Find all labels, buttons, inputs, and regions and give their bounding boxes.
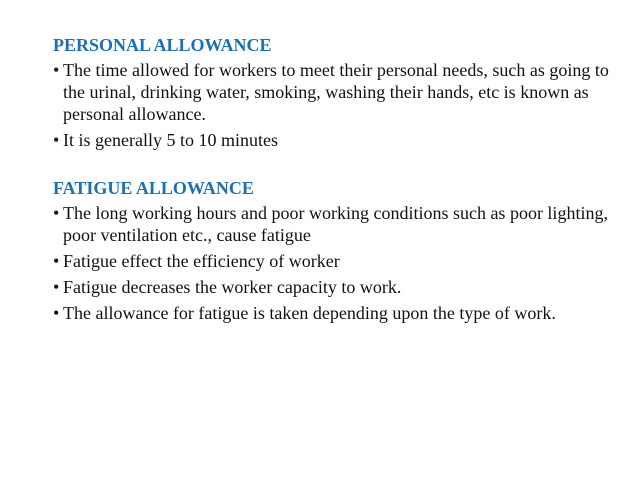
bullet-icon: • bbox=[53, 203, 60, 223]
bullet-icon: • bbox=[53, 130, 60, 150]
bullet-list bbox=[53, 202, 613, 324]
slide-content bbox=[53, 34, 613, 328]
bullet-list bbox=[53, 59, 613, 151]
bullet-item bbox=[53, 59, 613, 125]
bullet-text: The long working hours and poor working conditions such as poor lighting, poor ventilation etc., cause fatigue bbox=[63, 203, 608, 245]
bullet-item bbox=[53, 129, 613, 151]
bullet-icon: • bbox=[53, 251, 60, 271]
bullet-item bbox=[53, 276, 613, 298]
bullet-text: The allowance for fatigue is taken depending upon the type of work. bbox=[63, 303, 556, 323]
bullet-item bbox=[53, 250, 613, 272]
bullet-icon: • bbox=[53, 277, 60, 297]
bullet-text: It is generally 5 to 10 minutes bbox=[63, 130, 278, 150]
section-heading: PERSONAL ALLOWANCE bbox=[53, 35, 272, 55]
section-heading: FATIGUE ALLOWANCE bbox=[53, 178, 254, 198]
bullet-text: Fatigue decreases the worker capacity to work. bbox=[63, 277, 402, 297]
section-fatigue-allowance bbox=[53, 177, 613, 324]
bullet-icon: • bbox=[53, 60, 60, 80]
bullet-icon: • bbox=[53, 303, 60, 323]
bullet-text: Fatigue effect the efficiency of worker bbox=[63, 251, 340, 271]
section-personal-allowance bbox=[53, 34, 613, 151]
bullet-item bbox=[53, 302, 613, 324]
bullet-item bbox=[53, 202, 613, 246]
bullet-text: The time allowed for workers to meet their personal needs, such as going to the urinal, drinking water, smoking, washing their hands, etc is known as personal allowance. bbox=[63, 60, 609, 124]
